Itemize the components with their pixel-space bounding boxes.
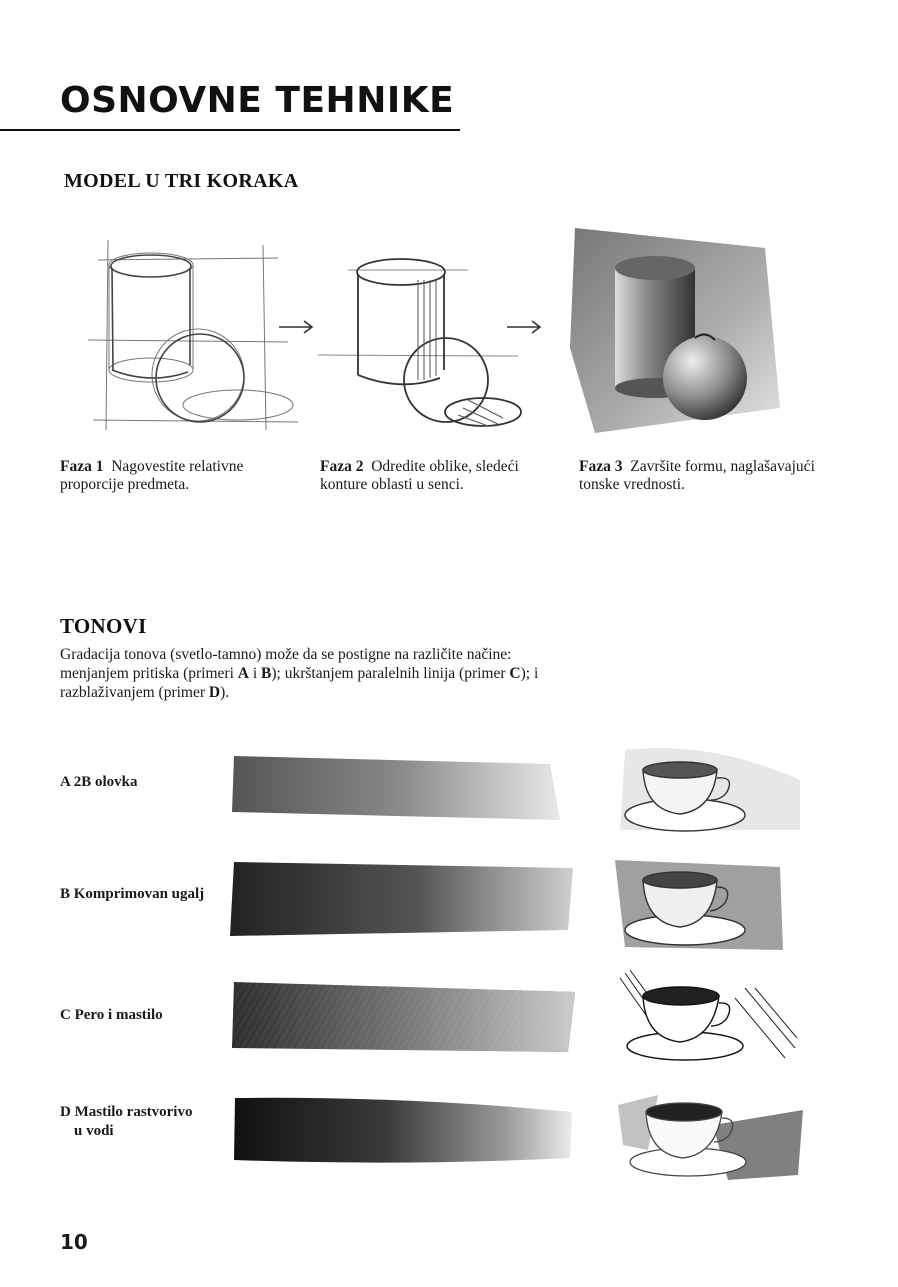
arrow-right-icon <box>505 318 545 336</box>
chapter-title: OSNOVNE TEHNIKE <box>60 80 455 121</box>
example-a-tone-strip <box>230 750 565 822</box>
example-c-tone-strip <box>230 978 580 1058</box>
stage-1-caption: Faza 1 Nagovestite relativne proporcije predmeta. <box>60 458 244 493</box>
stage-3-caption: Faza 3 Završite formu, naglašavajući tonske vrednosti. <box>579 458 815 493</box>
example-c-label: C Pero i mastilo <box>60 1007 163 1023</box>
stage-2-sketch <box>318 240 528 440</box>
example-d-label: D Mastilo rastvorivo u vodi <box>60 1104 193 1139</box>
stage-3-sketch <box>565 208 790 438</box>
example-b-label: B Komprimovan ugalj <box>60 886 205 902</box>
example-c-cup-drawing <box>615 968 800 1068</box>
model-section-heading: MODEL U TRI KORAKA <box>64 170 299 192</box>
tones-intro-text: Gradacija tonova (svetlo-tamno) može da se postigne na različite načine: menjanjem pritiska (primeri A i B); ukrštanjem paralelnih linija (primer C); i razblaživanjem (primer D). <box>60 646 539 701</box>
example-a-cup-drawing <box>615 740 805 840</box>
tones-section-heading: TONOVI <box>60 614 147 638</box>
page-number: 10 <box>60 1230 88 1254</box>
example-a-label: A 2B olovka <box>60 774 138 790</box>
example-b-cup-drawing <box>615 855 785 955</box>
arrow-right-icon <box>277 318 317 336</box>
example-d-cup-drawing <box>618 1090 808 1185</box>
example-b-tone-strip <box>228 858 578 938</box>
title-rule <box>0 129 460 131</box>
stage-2-caption: Faza 2 Odredite oblike, sledeći konture oblasti u senci. <box>320 458 519 493</box>
stage-1-sketch <box>88 230 303 440</box>
example-d-tone-strip <box>232 1094 577 1166</box>
